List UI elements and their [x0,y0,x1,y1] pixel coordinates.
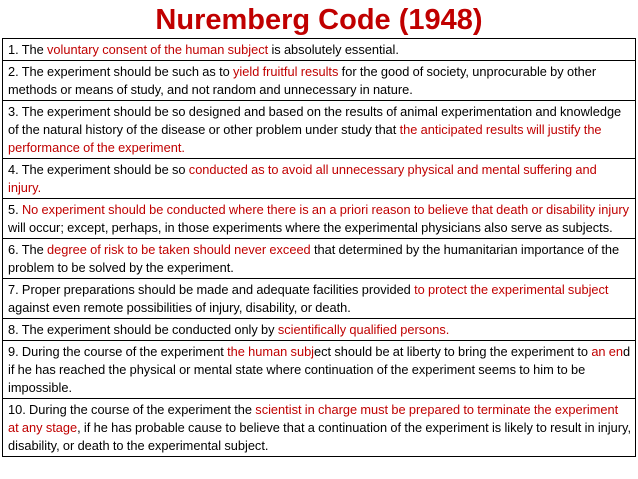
principle-text: d if he has reached the physical or mental state where continuation of the experiment seems to him to be impossible. [8,344,631,395]
table-row [3,159,636,199]
principle-3 [3,101,636,159]
highlighted-text: yield fruitful results [233,64,339,79]
table-row [3,279,636,319]
principle-text: 9. During the course of the experiment [8,344,228,359]
principle-text: ect should be at liberty to bring the experiment to [314,344,592,359]
principle-1 [3,39,636,61]
highlighted-text: scientifically qualified persons. [277,322,450,337]
highlighted-text: conducted as to avoid all unnecessary physical and mental suffering and injury. [8,162,597,195]
page-title: Nuremberg Code (1948) [155,4,483,36]
table-row [3,319,636,341]
table-row [3,399,636,457]
highlighted-text: No experiment should be conducted where there is an a priori reason to believe that death or disability injury [21,202,630,217]
highlighted-text: the anticipated results will justify the performance of the experiment. [8,122,602,155]
principle-text: , if he has probable cause to believe that a continuation of the experiment is likely to result in injury, disability, or death to the experimental subject. [8,420,632,453]
highlighted-text: an en [591,344,624,359]
principle-text: for the good of society, unprocurable by other methods or means of study, and not random and unnecessary in nature. [8,64,597,97]
principle-4 [3,159,636,199]
principle-7 [3,279,636,319]
principle-2 [3,61,636,101]
principle-6 [3,239,636,279]
table-row [3,199,636,239]
principle-text: that determined by the humanitarian importance of the problem to be solved by the experiment. [8,242,620,275]
principle-text: against even remote possibilities of injury, disability, or death. [8,300,351,315]
principle-text: 7. Proper preparations should be made and adequate facilities provided [8,282,415,297]
principle-9 [3,341,636,399]
principle-text: will occur; except, perhaps, in those experiments where the experimental physicians also serve as subjects. [8,220,613,235]
principle-5 [3,199,636,239]
principle-text: 5. [8,202,22,217]
principle-text: 4. The experiment should be so [8,162,189,177]
principle-text: 1. The [8,42,48,57]
principle-8 [3,319,636,341]
principle-text: 6. The [8,242,48,257]
highlighted-text: degree of risk to be taken should never exceed [47,242,311,257]
principle-text: 10. During the course of the experiment the [8,402,256,417]
table-row [3,61,636,101]
principle-text: is absolutely essential. [268,42,399,57]
principles-body [3,39,636,457]
principles-table [2,38,636,457]
table-row [3,239,636,279]
highlighted-text: voluntary consent of the human subject [47,42,269,57]
table-row [3,39,636,61]
highlighted-text: the human subj [227,344,315,359]
highlighted-text: to protect the experimental subject [414,282,609,297]
principle-text: 2. The experiment should be such as to [8,64,234,79]
principle-10 [3,399,636,457]
principle-text: 8. The experiment should be conducted only by [8,322,278,337]
highlighted-text: scientist in charge must be prepared to terminate the experiment at any stage [8,402,619,435]
table-row [3,341,636,399]
principle-text: 3. The experiment should be so designed and based on the results of animal experimentation and knowledge of the natural history of the disease or other problem under study that [8,104,622,137]
table-row [3,101,636,159]
